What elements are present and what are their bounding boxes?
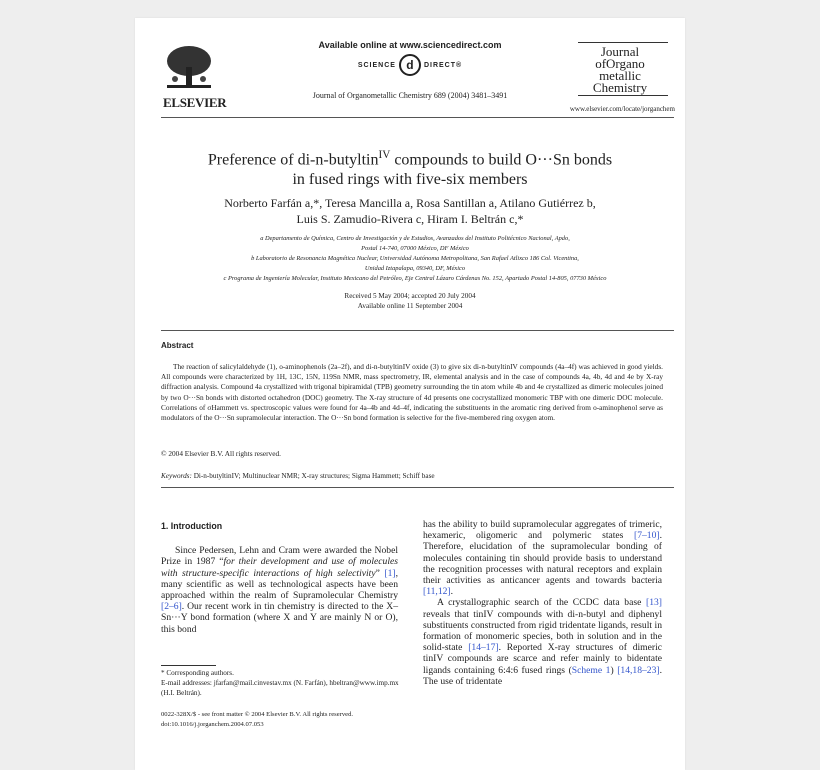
journal-logo-line: Chemistry (592, 80, 648, 95)
title-line-1 (165, 145, 655, 170)
article-page (135, 18, 685, 770)
reference-link[interactable]: [1] (384, 567, 396, 579)
title-part: Preference of di-n-butyltin (207, 151, 379, 169)
journal-logo-line: Journal (600, 44, 640, 59)
title-part: compounds to build O···Sn bonds (390, 151, 613, 169)
reference-link[interactable]: [11,12] (423, 586, 451, 598)
available-online-text: Available online at www.sciencedirect.com (318, 40, 502, 50)
reference-link[interactable]: [14,18–23] (617, 664, 660, 676)
scheme-link[interactable]: Scheme 1 (571, 664, 611, 676)
publisher-name: ELSEVIER (163, 95, 227, 110)
author-list (165, 195, 655, 227)
abstract-body: The reaction of salicylaldehyde (1), o-aminophenols (2a–2f), and di-n-butyltinIV oxide (3) to give six di-n-butyltinIV compounds (4a–4f) was achieved in good yields. All compounds were characterized by 1H, 13C, 15N, 119Sn NMR, mass spectrometry, IR, elemental analysis and in the case of compounds 4a, 4b, 4d and 4e by X-ray diffraction analysis. Compound 4a crystallized with trigonal bipiramidal (TPB) geometry surrounding the tin atom while 4b and 4e crystallized as dimeric molecules joined by two O···Sn bonds with distorted octahedron (DOC) geometry. The X-ray structure of 4d presents one cocrystallized monomeric TBP with one dimeric DOC molecule. Correlations of σHammett vs. spectroscopic values were found for 4a–4b and 4d–4f, indicating the substituents in the aromatic ring derived from o-aminophenol serve as modulators of the O···Sn supramolecular interaction. The O···Sn bond formation is selective for the five-membered ring oxygen atom. (161, 362, 663, 423)
title-line-2: in fused rings with five-six members (292, 171, 528, 189)
sd-at-icon: d (399, 54, 421, 76)
reference-link[interactable]: [13] (646, 597, 662, 609)
abstract-copyright: © 2004 Elsevier B.V. All rights reserved. (161, 449, 281, 458)
journal-logo-rule-bottom (578, 95, 668, 96)
issn-line: 0022-328X/$ - see front matter © 2004 Elsevier B.V. All rights reserved. (161, 711, 354, 718)
text-run: . Therefore, elucidation of the supramolecular bonding of molecules containing tin should provide basis to understand the recognition processes with natural receptors and explain their activities as anticancer agents and towards bacteria (423, 530, 662, 587)
journal-reference: Journal of Organometallic Chemistry 689 (2004) 3481–3491 (312, 91, 508, 100)
text-run: , many scientific as well as technological aspects have been approached within the realm of Supramolecular Chemistry (161, 567, 398, 602)
journal-url-link[interactable]: www.elsevier.com/locate/jorganchem (569, 105, 675, 113)
journal-logo-rule-top (578, 42, 668, 43)
journal-logo (565, 46, 675, 94)
section-heading: 1. Introduction (161, 521, 223, 531)
paragraph (423, 597, 662, 687)
affiliation-line: b Laboratorio de Resonancia Magnética Nuclear, Universidad Autónoma Metropolitana, San Rafael Atlixco 186 Col. Vicentina, (251, 255, 579, 262)
affiliation-line: a Departamento de Química, Centro de Investigación y de Estudios, Avanzados del Instituto Politécnico Nacional, Apdo, (260, 235, 570, 242)
paragraph (161, 545, 398, 635)
affiliation-line: c Programa de Ingeniería Molecular, Instituto Mexicano del Petróleo, Eje Central Lázaro Cárdenas No. 152, Apartado Postal 14-805, 07730 México (223, 275, 607, 282)
article-dates (165, 291, 655, 311)
paragraph (423, 519, 662, 597)
affiliation-line: Unidad Iztapalapa, 09340, DF, México (364, 265, 466, 272)
email-addresses: E-mail addresses: jfarfan@mail.cinvestav.mx (N. Farfán), hbeltran@www.imp.mx (H.I. Beltrán). (161, 679, 399, 697)
text-run: A crystallographic search of the CCDC data base (437, 597, 647, 609)
keywords (161, 472, 663, 480)
text-run: ) (610, 664, 618, 676)
footnote-divider (161, 665, 216, 666)
reference-link[interactable]: [2–6] (161, 601, 182, 613)
keywords-list: Di-n-butyltinIV; Multinuclear NMR; X-ray structures; Sigma Hammett; Schiff base (193, 472, 435, 480)
authors-line-1: Norberto Farfán a,*, Teresa Mancilla a, Rosa Santillan a, Atilano Gutiérrez b, (224, 196, 596, 210)
reference-link[interactable]: [14–17] (468, 642, 499, 654)
nobel-quote: for their development and use of molecules with structure-specific interactions of high selectivity (161, 556, 398, 579)
sd-right-text: DIRECT® (423, 61, 463, 69)
page-footer (161, 710, 441, 730)
elsevier-logo (163, 43, 227, 111)
keywords-label: Keywords: (161, 472, 192, 480)
affiliations (160, 234, 670, 284)
elsevier-tree-icon (163, 43, 215, 91)
body-column-left (161, 519, 398, 635)
text-run: . The use of tridentate (423, 664, 662, 687)
abstract-divider (161, 330, 674, 331)
text-run: . Reported X-ray structures of dimeric tinIV compounds are scarce and refer mainly to bidentate ligands containing 6:4:6 fused rings ( (423, 642, 662, 676)
corresponding-authors-note: * Corresponding authors. (161, 669, 234, 677)
body-column-right (423, 519, 662, 687)
sciencedirect-logo (325, 54, 495, 76)
doi-line: doi:10.1016/j.jorganchem.2004.07.053 (161, 721, 264, 728)
text-run: ” (375, 567, 385, 579)
sd-left-text: SCIENCE (357, 61, 396, 69)
article-title (165, 145, 655, 190)
abstract-heading: Abstract (161, 341, 194, 350)
text-run: . Our recent work in tin chemistry is directed to the X–Sn···Y bond formation (where X and Y are mainly N or O), this bond (161, 601, 398, 635)
text-run: reveals that tinIV compounds with di-n-butyl and diphenyl substituents constructed from rigid tridentate ligands, result in formation of monomeric species, both in solution and in the solid-state (423, 608, 662, 654)
reference-link[interactable]: [7–10] (634, 530, 660, 542)
online-date: Available online 11 September 2004 (357, 302, 463, 310)
affiliation-line: Postal 14-740, 07000 México, DF México (361, 245, 469, 252)
title-sup: IV (378, 149, 391, 161)
text-run: Since Pedersen, Lehn and Cram were awarded the Nobel Prize in 1987 “ (161, 545, 398, 568)
keywords-divider (161, 487, 674, 488)
text-run: has the ability to build supramolecular aggregates of trimeric, hexameric, oligomeric and polymeric states (423, 519, 662, 542)
authors-line-2: Luis S. Zamudio-Rivera c, Hiram I. Beltrán c,* (296, 212, 524, 226)
received-date: Received 5 May 2004; accepted 20 July 2004 (344, 292, 476, 300)
header-divider (161, 117, 674, 118)
journal-logo-line: ofOrgano (595, 56, 645, 71)
footnotes (161, 668, 401, 698)
journal-logo-line: metallic (599, 68, 641, 83)
text-run: . (450, 586, 454, 598)
